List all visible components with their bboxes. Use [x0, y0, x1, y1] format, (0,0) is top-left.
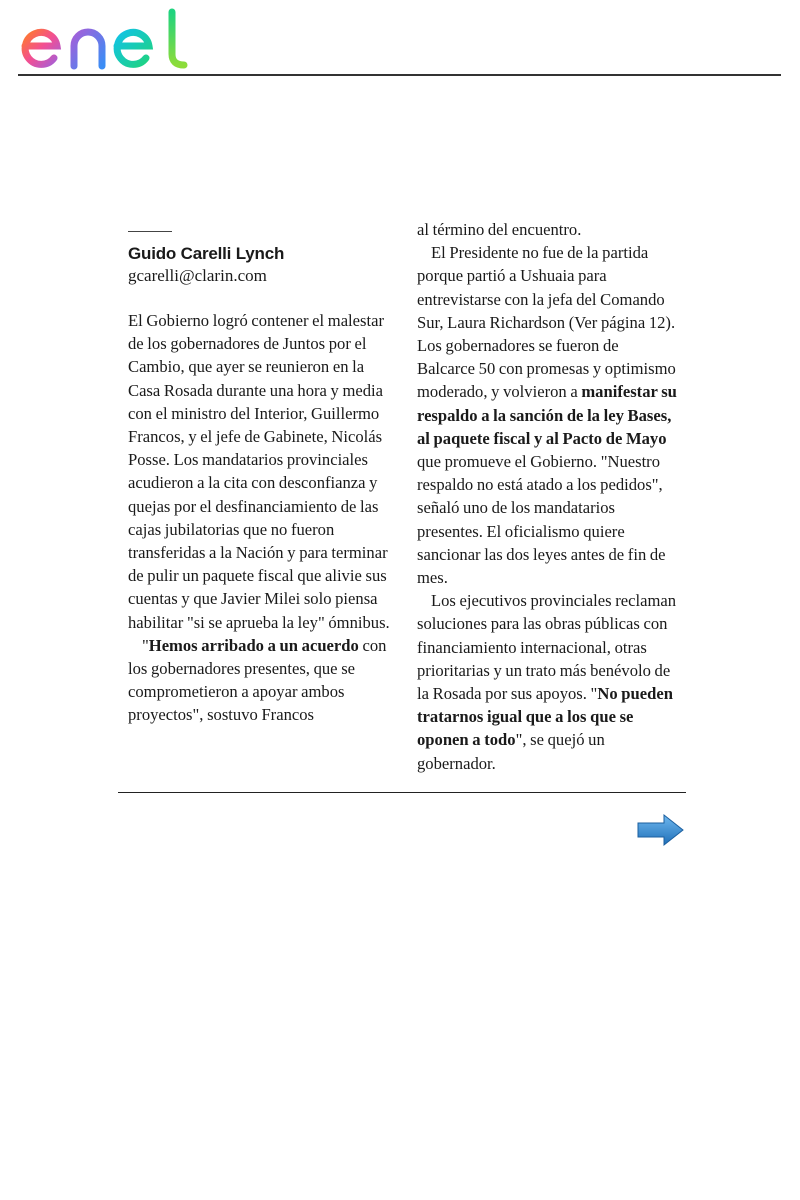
body-text: Los ejecutivos provinciales reclaman soluciones para las obras públicas con financiamiento internacional, otras prioritarias y un trato más benévolo de la Rosada por sus apoyos. " — [417, 591, 677, 704]
highlighted-text: manifestar su respaldo a la sanción de la ley Bases, al paquete fiscal y al Pacto de Mayo — [417, 382, 677, 448]
body-text: El Presidente no fue de la partida porque partió a Ushuaia para entrevistarse con la jefa del Comando Sur, Laura Richardson (Ver página 12). Los gobernadores se fueron de Balcarce 50 con promesas y optimismo moderado, y volvieron a — [417, 243, 676, 402]
body-text: ", se quejó un gobernador. — [417, 730, 605, 773]
body-text: con los gobernadores presentes, que se comprometieron a apoyar ambos proyectos", sostuvo Francos — [128, 635, 387, 725]
article-paragraph — [128, 634, 390, 727]
body-text: El Gobierno logró contener el malestar de los gobernadores de Juntos por el Cambio, que ayer se reunieron en la Casa Rosada durante una hora y media con el ministro del Interior, Guillermo Francos, y el jefe de Gabinete, Nicolás Posse. Los mandatarios provinciales acudieron a la cita con desconfianza y quejas por el desfinanciamiento de las cajas jubilatorias que no fueron transferidas a la Nación y para terminar de pulir un paquete fiscal que alivie sus cuentas y que Javier Milei solo piensa habilitar "si se aprueba la ley" ómnibus. — [128, 311, 390, 632]
body-text: al término del encuentro. — [417, 220, 582, 239]
body-text: que promueve el Gobierno. "Nuestro respaldo no está atado a los pedidos", señaló uno de los mandatarios presentes. El oficialismo quiere sancionar las dos leyes antes de fin de mes. — [417, 452, 666, 588]
article-column-left — [128, 218, 390, 727]
article-paragraph — [128, 309, 390, 634]
body-text: " — [142, 635, 149, 655]
byline-rule — [128, 231, 172, 232]
highlighted-text: Hemos arribado a un acuerdo — [148, 635, 359, 655]
author-email: gcarelli@clarin.com — [128, 266, 267, 285]
right-arrow-icon[interactable] — [636, 812, 686, 848]
article-column-right — [417, 218, 679, 775]
author-name: Guido Carelli Lynch — [128, 244, 285, 263]
article-paragraph — [417, 218, 679, 241]
enel-logo — [18, 4, 194, 70]
highlighted-text: No pueden tratarnos igual que a los que se oponen a todo — [417, 684, 673, 750]
article-paragraph — [417, 589, 679, 775]
header-divider — [18, 74, 781, 76]
left-column-text — [128, 309, 390, 727]
right-column-text — [417, 218, 679, 775]
footer-divider — [118, 792, 686, 793]
article-paragraph — [417, 241, 679, 589]
